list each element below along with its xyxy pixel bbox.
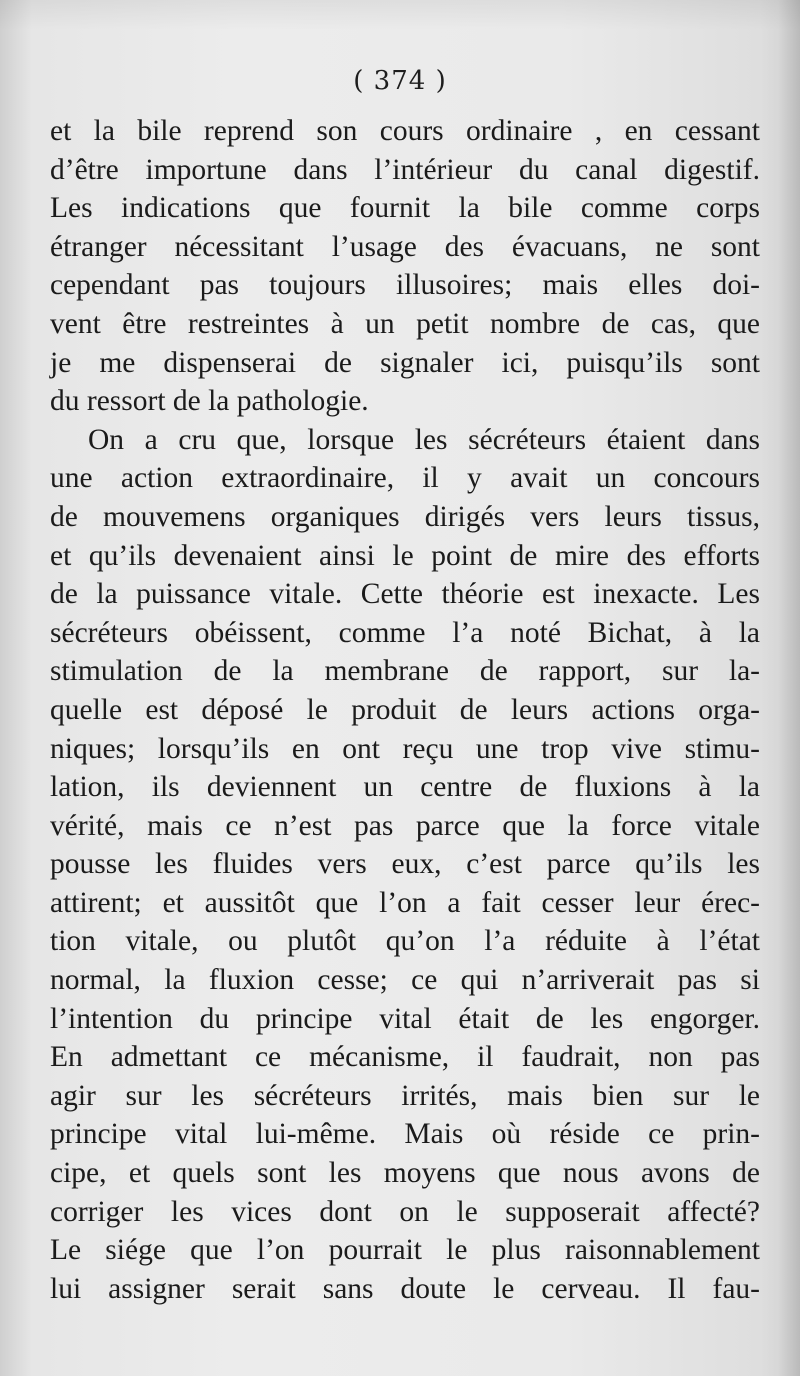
text-line: En admettant ce mécanisme, il faudrait, non pas: [50, 1041, 760, 1074]
text-line: l’intention du principe vital était de les engorger.: [50, 1002, 760, 1035]
text-line: Le siége que l’on pourrait le plus raisonnablement: [50, 1234, 760, 1267]
text-line: quelle est déposé le produit de leurs actions orga-: [50, 693, 760, 726]
text-line: vérité, mais ce n’est pas parce que la force vitale: [50, 809, 760, 842]
text-line: agir sur les sécréteurs irrités, mais bien sur le: [50, 1079, 760, 1112]
text-line: cependant pas toujours illusoires; mais elles doi-: [50, 269, 760, 302]
text-line: sécréteurs obéissent, comme l’a noté Bichat, à la: [50, 616, 760, 649]
text-line: de mouvemens organiques dirigés vers leurs tissus,: [50, 500, 760, 533]
text-line: et qu’ils devenaient ainsi le point de mire des efforts: [50, 539, 760, 572]
text-line: je me dispenserai de signaler ici, puisqu’ils sont: [50, 346, 760, 379]
text-line: et la bile reprend son cours ordinaire , en cessant: [50, 115, 760, 147]
text-line: On a cru que, lorsque les sécréteurs étaient dans: [88, 423, 760, 456]
body-text: [50, 112, 760, 1308]
page-number-header: ( 374 ): [353, 66, 447, 96]
text-line: vent être restreintes à un petit nombre de cas, que: [50, 307, 760, 340]
text-line: tion vitale, ou plutôt qu’on l’a réduite à l’état: [50, 925, 760, 958]
text-line: niques; lorsqu’ils en ont reçu une trop vive stimu-: [50, 732, 760, 765]
text-line: normal, la fluxion cesse; ce qui n’arriverait pas si: [50, 964, 760, 997]
text-line: cipe, et quels sont les moyens que nous avons de: [50, 1157, 760, 1190]
text-line: attirent; et aussitôt que l’on a fait cesser leur érec-: [50, 886, 760, 919]
text-line: lation, ils deviennent un centre de fluxions à la: [50, 771, 760, 804]
text-line: stimulation de la membrane de rapport, sur la-: [50, 655, 760, 688]
text-line: pousse les fluides vers eux, c’est parce qu’ils les: [50, 848, 760, 881]
text-line: étranger nécessitant l’usage des évacuans, ne sont: [50, 230, 760, 263]
text-line: lui assigner serait sans doute le cerveau. Il fau-: [50, 1272, 760, 1305]
text-line: du ressort de la pathologie.: [50, 385, 369, 418]
page-shading-right: [778, 0, 800, 1376]
text-line: de la puissance vitale. Cette théorie est inexacte. Les: [50, 578, 760, 611]
text-line: Les indications que fournit la bile comme corps: [50, 192, 760, 225]
page-shading-top: [0, 0, 800, 30]
text-line: principe vital lui-même. Mais où réside ce prin-: [50, 1118, 760, 1151]
text-line: une action extraordinaire, il y avait un concours: [50, 462, 760, 495]
text-line: d’être importune dans l’intérieur du canal digestif.: [50, 153, 760, 186]
text-line: corriger les vices dont on le supposerait affecté?: [50, 1195, 760, 1228]
